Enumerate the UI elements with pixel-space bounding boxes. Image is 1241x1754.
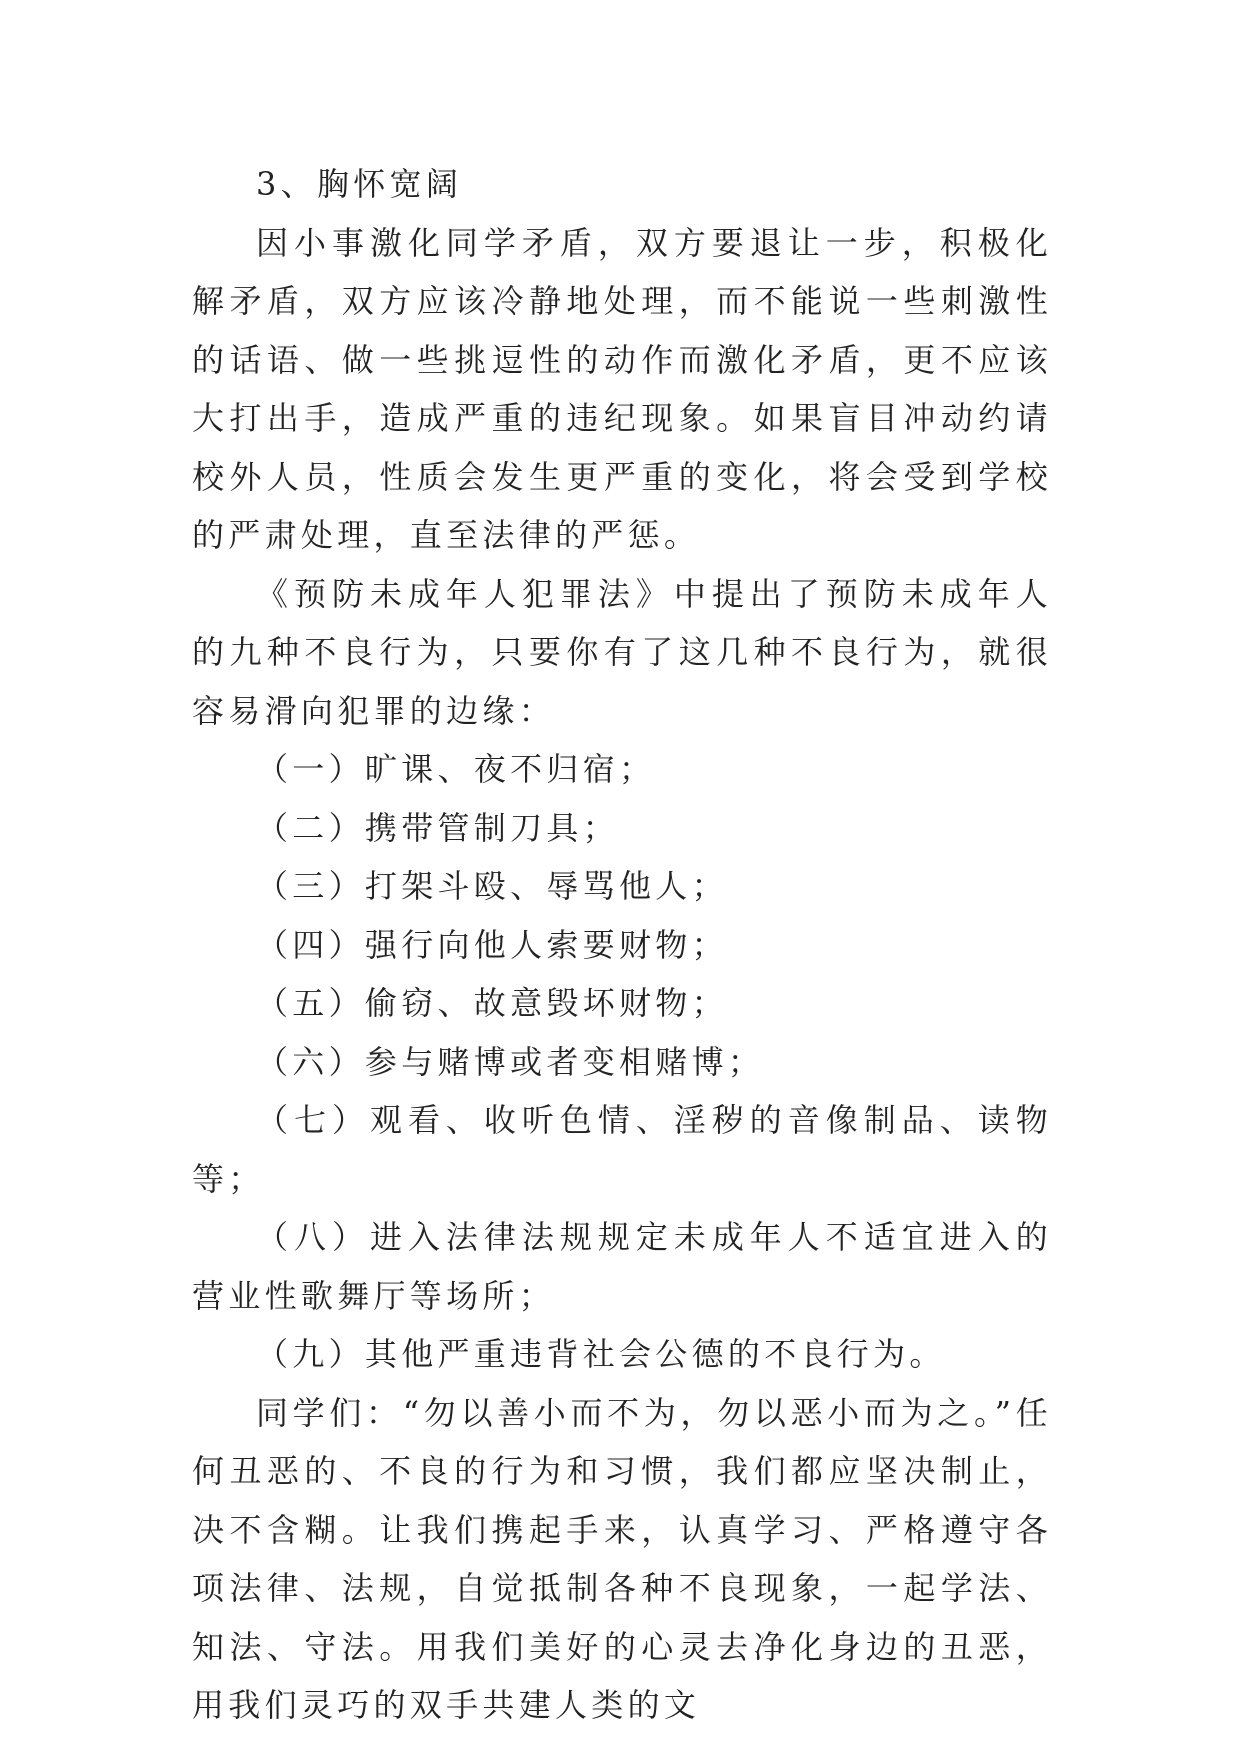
list-item: （八）进入法律法规规定未成年人不适宜进入的营业性歌舞厅等场所；: [192, 1218, 1052, 1315]
list-item: （五）偷窃、故意毁坏财物；: [256, 984, 728, 1022]
document-body: [192, 155, 1052, 1735]
list-item: （九）其他严重违背社会公德的不良行为。: [256, 1335, 946, 1373]
list-item: （六）参与赌博或者变相赌博；: [256, 1042, 765, 1081]
section-heading: 3、胸怀宽阔: [256, 165, 463, 203]
list-item: （四）强行向他人索要财物；: [256, 925, 728, 964]
list-item: （三）打架斗殴、辱骂他人；: [256, 867, 728, 905]
list-item: （一）旷课、夜不归宿；: [256, 750, 656, 788]
list-item: （二）携带管制刀具；: [256, 808, 620, 847]
paragraph-closing-appeal: 同学们：“勿以善小而不为，勿以恶小而为之。”任何丑恶的、不良的行为和习惯，我们都应坚决制止，决不含糊。让我们携起手来，认真学习、严格遵守各项法律、法规，自觉抵制各种不良现象，一起学法、知法、守法。用我们美好的心灵去净化身边的丑恶，用我们灵巧的双手共建人类的文: [192, 1393, 1052, 1724]
list-item: （七）观看、收听色情、淫秽的音像制品、读物等；: [192, 1101, 1052, 1198]
paragraph-law-intro: 《预防未成年人犯罪法》中提出了预防未成年人的九种不良行为，只要你有了这几种不良行为，就很容易滑向犯罪的边缘：: [192, 574, 1052, 730]
paragraph-conflict-resolution: 因小事激化同学矛盾，双方要退让一步，积极化解矛盾，双方应该冷静地处理，而不能说一些刺激性的话语、做一些挑逗性的动作而激化矛盾，更不应该大打出手，造成严重的违纪现象。如果盲目冲动约请校外人员，性质会发生更严重的变化，将会受到学校的严肃处理，直至法律的严惩。: [192, 223, 1052, 554]
